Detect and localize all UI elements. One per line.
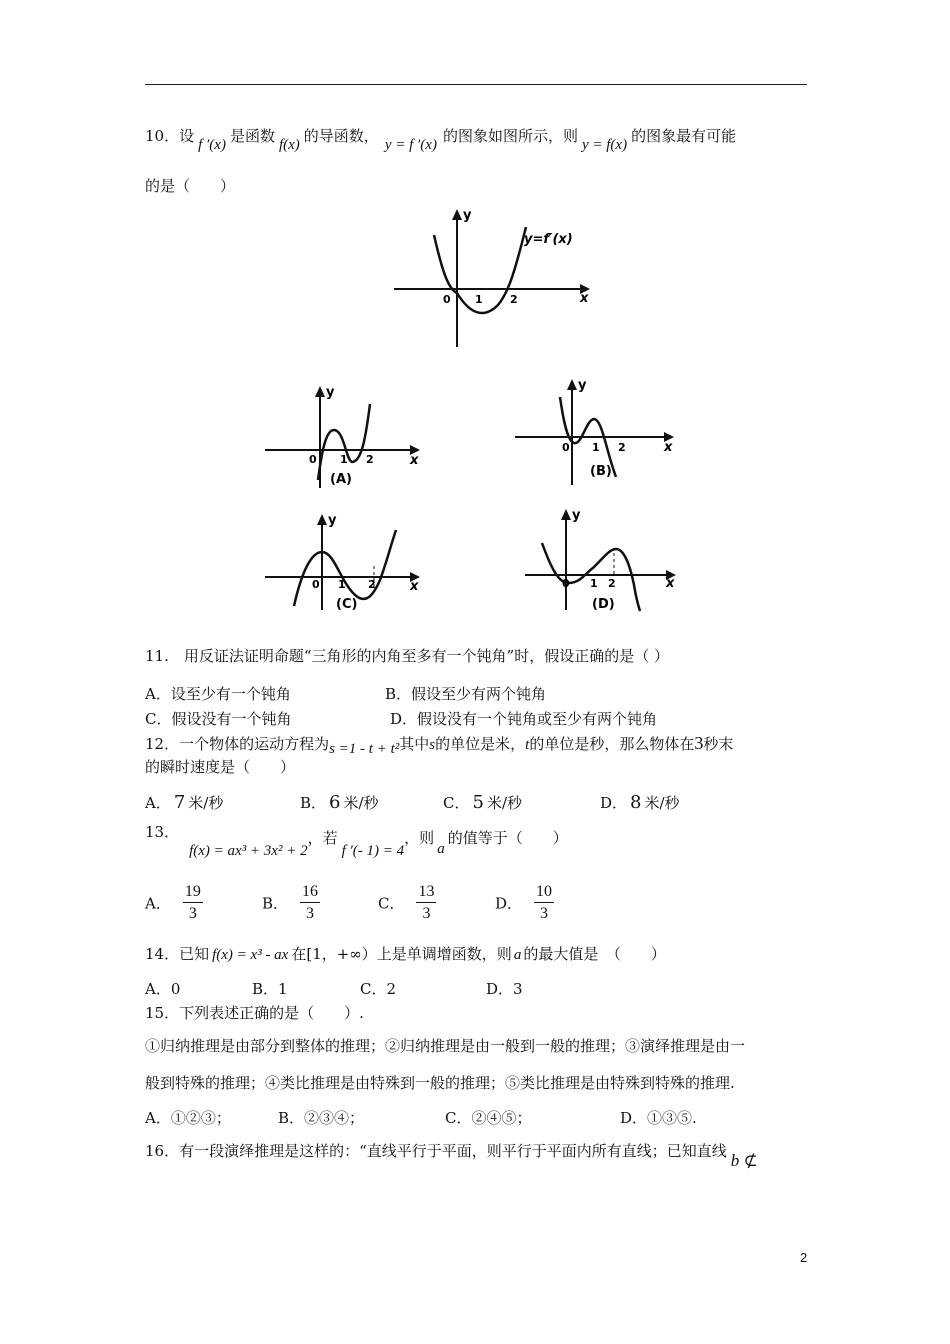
q12-option-c-unit: 米/秒 (486, 794, 522, 812)
q12-text: 秒末 (703, 735, 734, 753)
q13-option-a-fraction (183, 883, 203, 923)
option-b-x-label: x (664, 440, 673, 455)
option-d-tick-1: 1 (590, 577, 598, 590)
q12-option-b[interactable] (300, 792, 379, 813)
q12-text: 12．一个物体的运动方程为 (145, 735, 330, 753)
q14-option-c[interactable]: C．2 (360, 980, 397, 998)
q13-option-d[interactable] (495, 883, 554, 923)
derivative-graph (390, 205, 600, 350)
q13-text: 的值等于（ ） (447, 829, 568, 847)
option-d-label: (D) (592, 597, 615, 612)
q12-option-c[interactable] (443, 792, 522, 813)
q13-option-a-letter: A． (145, 894, 171, 913)
q13-option-c-fraction (416, 883, 436, 923)
option-c-tick-1: 1 (338, 578, 346, 591)
q13-option-b-denominator: 3 (306, 905, 315, 922)
q13-number: 13． (145, 823, 180, 841)
option-d-x-label: x (666, 576, 675, 591)
q12-option-b-value: 6 (329, 792, 341, 813)
q10-line1 (145, 126, 737, 153)
q10-fx: f(x) (278, 137, 300, 153)
q12-line2: 的瞬时速度是（ ） (145, 758, 296, 776)
q13-option-a-numerator: 19 (183, 883, 203, 903)
q10-yfprime: y = f ′(x) (384, 137, 437, 153)
q13-a: a (437, 841, 445, 857)
q12-option-b-unit: 米/秒 (343, 794, 379, 812)
q13-text: ，则 (404, 829, 435, 847)
option-d-tick-2: 2 (608, 577, 616, 590)
q14-option-a[interactable]: A．0 (145, 980, 181, 998)
main-curve-label: y=f′(x) (524, 232, 573, 247)
q10-text: 的导函数， (303, 127, 379, 145)
q13-option-d-fraction (534, 883, 554, 923)
main-tick-2: 2 (510, 293, 518, 306)
q16-text: 16．有一段演绎推理是这样的：“直线平行于平面，则平行于平面内所有直线；已知直线 (145, 1142, 727, 1160)
q11-option-b[interactable]: B．假设至少有两个钝角 (385, 685, 547, 703)
option-c-y-label: y (328, 513, 337, 528)
option-c-label: (C) (336, 597, 358, 612)
q12-three: 3 (694, 733, 704, 753)
q11-option-d[interactable]: D．假设没有一个钝角或至少有两个钝角 (390, 710, 658, 728)
q15-option-c[interactable]: C．②④⑤； (445, 1109, 532, 1127)
option-b-graph[interactable] (512, 375, 682, 490)
q13-option-a[interactable] (145, 883, 203, 923)
q11-stem: 11. 用反证法证明命题“三角形的内角至多有一个钝角”时，假设正确的是（ ） (145, 647, 669, 665)
q13-option-b[interactable] (262, 883, 320, 923)
q13-option-c-numerator: 13 (416, 883, 436, 903)
main-tick-1: 1 (475, 293, 483, 306)
option-b-tick-0: 0 (562, 441, 570, 454)
main-y-label: y (463, 208, 472, 223)
q14-text: 在[1，+∞）上是单调增函数，则 (291, 945, 512, 963)
option-c-x-label: x (410, 579, 419, 594)
q14-a: a (513, 947, 522, 963)
q13-option-b-numerator: 16 (300, 883, 320, 903)
q11-option-a[interactable]: A．设至少有一个钝角 (145, 685, 291, 703)
header-rule (145, 84, 807, 85)
q14-text: 14．已知 (145, 945, 210, 963)
q12-option-a-value: 7 (173, 792, 186, 813)
q12-option-c-letter: C． (443, 794, 470, 812)
q10-text: 是函数 (229, 127, 275, 145)
option-a-y-label: y (326, 385, 335, 400)
option-b-tick-2: 2 (618, 441, 626, 454)
q12-option-d[interactable] (600, 792, 680, 813)
q12-s: s (429, 737, 436, 753)
q12-option-d-letter: D． (600, 794, 628, 812)
page-number: 2 (800, 1250, 808, 1265)
q13-option-d-letter: D． (495, 894, 523, 913)
option-c-tick-0: 0 (312, 578, 320, 591)
q10-line2: 的是（ ） (145, 177, 236, 195)
q12-text: 的单位是米， (435, 735, 526, 753)
q10-text: 的图象如图所示，则 (442, 127, 578, 145)
option-b-label: (B) (590, 464, 612, 479)
q16-b: b ⊄ (730, 1151, 758, 1170)
q12-option-a[interactable] (145, 792, 223, 813)
q12-text: 的单位是秒，那么物体在 (529, 735, 695, 753)
q10-yfx: y = f(x) (581, 137, 628, 153)
q14-equation: f(x) = x³ - ax (212, 947, 289, 963)
q13-line1 (145, 822, 568, 859)
q13-option-c-letter: C． (378, 894, 405, 913)
q15-option-a[interactable]: A．①②③； (145, 1109, 231, 1127)
q11-option-c[interactable]: C．假设没有一个钝角 (145, 710, 292, 728)
q10-fprime: f ′(x) (198, 137, 226, 153)
option-d-y-label: y (572, 508, 581, 523)
q13-option-b-fraction (300, 883, 320, 923)
option-c-graph[interactable] (262, 510, 432, 615)
option-d-tick-0: 0 (562, 577, 570, 590)
q13-option-c-denominator: 3 (422, 905, 431, 922)
q13-equation: f(x) = ax³ + 3x² + 2 (189, 843, 308, 859)
q15-statements-line2: 般到特殊的推理；④类比推理是由特殊到一般的推理；⑤类比推理是由特殊到特殊的推理. (145, 1074, 735, 1092)
q14-line1 (145, 944, 666, 965)
q15-statements-line1: ①归纳推理是由部分到整体的推理；②归纳推理是由一般到一般的推理；③演绎推理是由一 (145, 1037, 746, 1055)
q12-line1 (145, 733, 733, 755)
option-b-tick-1: 1 (592, 441, 600, 454)
q12-option-c-value: 5 (472, 792, 484, 813)
q12-option-d-unit: 米/秒 (644, 794, 680, 812)
option-b-y-label: y (578, 378, 587, 393)
q12-option-a-letter: A． (145, 794, 171, 812)
q15-option-d[interactable]: D．①③⑤. (620, 1109, 697, 1127)
q13-option-b-letter: B． (262, 894, 289, 913)
option-c-tick-2: 2 (368, 578, 376, 591)
q13-option-c[interactable] (378, 883, 436, 923)
q10-text: 的图象最有可能 (631, 127, 737, 145)
q12-equation: s =1 - t + t² (329, 741, 400, 757)
option-a-label: (A) (330, 472, 352, 487)
option-a-tick-2: 2 (366, 453, 374, 466)
q15-option-b[interactable]: B．②③④； (278, 1109, 365, 1127)
option-a-x-label: x (410, 453, 419, 468)
q13-text: ，若 (307, 829, 338, 847)
option-a-tick-0: 0 (309, 453, 317, 466)
main-x-label: x (580, 291, 589, 306)
q16-line1 (145, 1141, 758, 1170)
q12-option-d-value: 8 (630, 792, 642, 813)
q14-option-b[interactable]: B．1 (252, 980, 288, 998)
option-d-graph[interactable] (522, 505, 687, 615)
q13-condition: f ′(- 1) = 4 (341, 843, 405, 859)
main-tick-0: 0 (443, 293, 451, 306)
q10-number: 10．设 (145, 127, 195, 145)
option-a-graph[interactable] (262, 380, 427, 495)
q13-option-d-numerator: 10 (534, 883, 554, 903)
q12-option-a-unit: 米/秒 (188, 794, 224, 812)
q14-text: 的最大值是 （ ） (523, 945, 666, 963)
q12-option-b-letter: B． (300, 794, 327, 812)
q14-option-d[interactable]: D．3 (486, 980, 523, 998)
q12-text: 其中 (399, 735, 430, 753)
option-a-tick-1: 1 (340, 453, 348, 466)
q13-option-d-denominator: 3 (540, 905, 549, 922)
q15-stem: 15．下列表述正确的是（ ）. (145, 1004, 364, 1022)
q13-option-a-denominator: 3 (188, 905, 197, 922)
q12-t: t (525, 737, 530, 753)
